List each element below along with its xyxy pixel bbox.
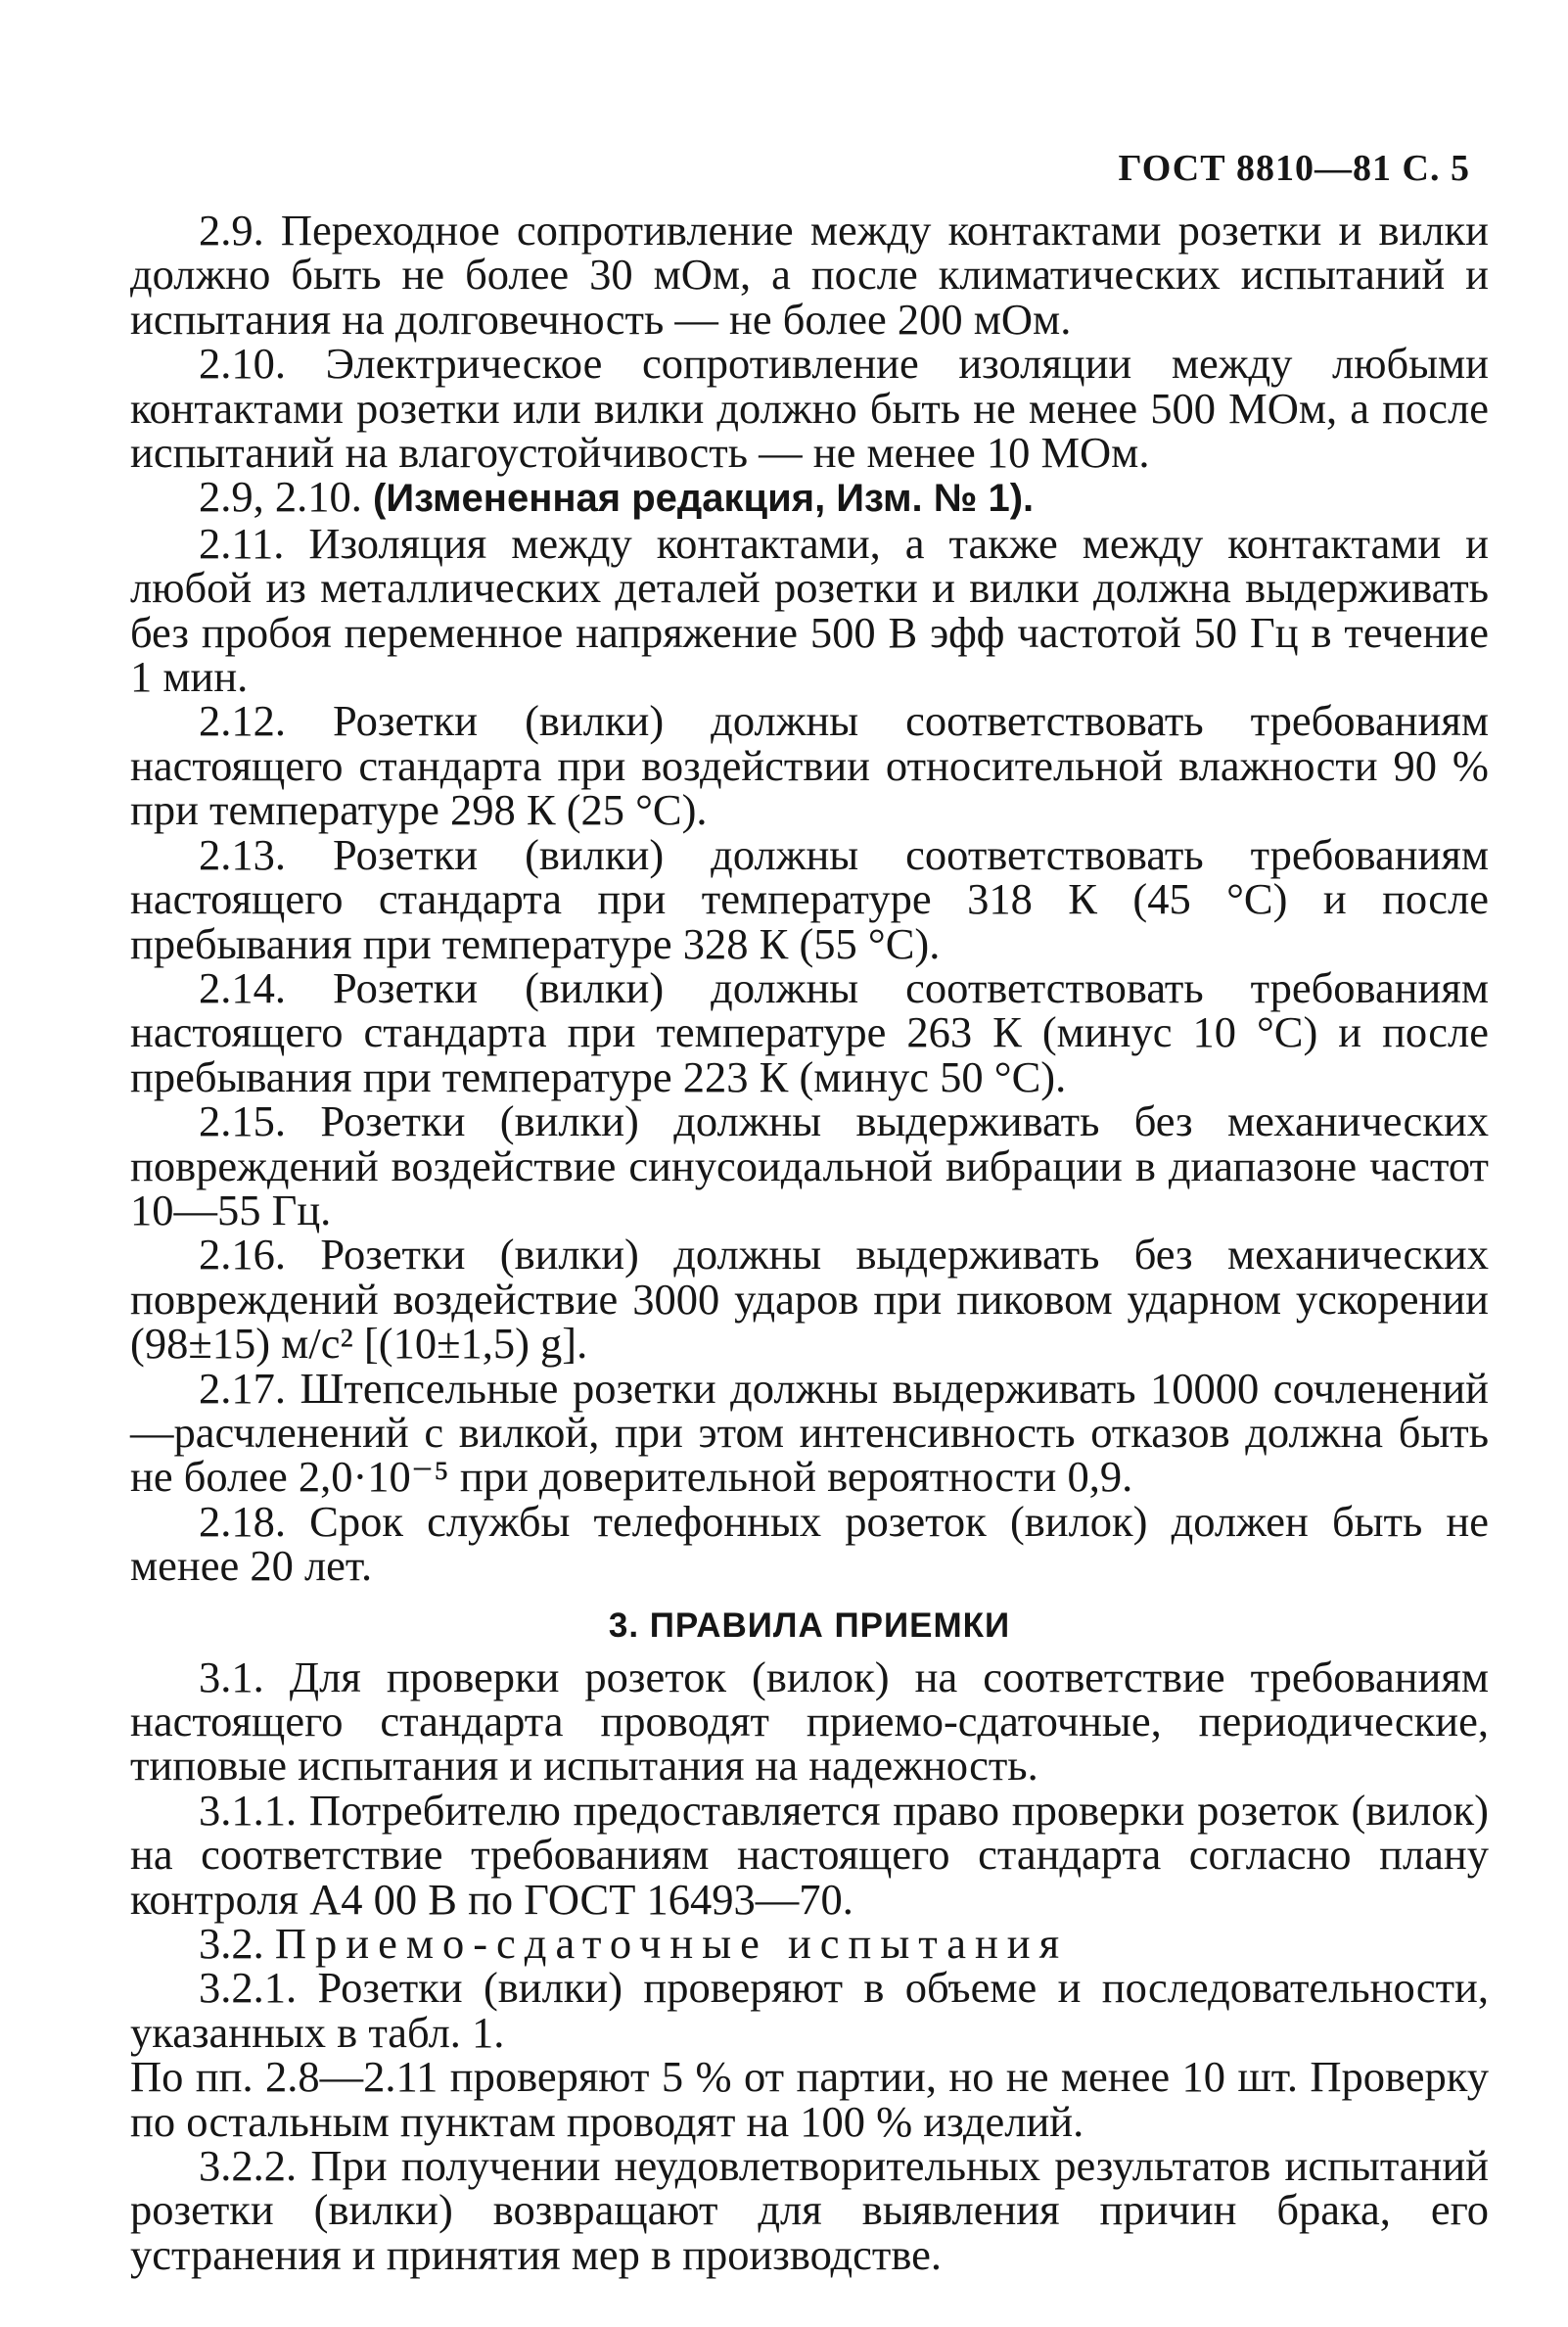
- clause-2-14: 2.14. Розетки (вилки) должны соответствовать требованиям настоящего стандарта при температуре 263 К (минус 10 °С) и после пребывания при температуре 223 К (минус 50 °С).: [130, 962, 1489, 1101]
- running-header: ГОСТ 8810—81 С. 5: [1118, 148, 1470, 189]
- clause-2-11: 2.11. Изоляция между контактами, а также между контактами и любой из металлических деталей розетки и вилки должна выдерживать без пробоя переменное напряжение 500 В эфф частотой 50 Гц в течение 1 мин.: [130, 518, 1489, 702]
- amendment-note-clauses: 2.9, 2.10.: [199, 472, 373, 522]
- clause-2-18: 2.18. Срок службы телефонных розеток (вилок) должен быть не менее 20 лет.: [130, 1496, 1489, 1591]
- clause-2-13: 2.13. Розетки (вилки) должны соответствовать требованиям настоящего стандарта при температуре 318 К (45 °С) и после пребывания при температуре 328 К (55 °С).: [130, 829, 1489, 968]
- page-body: [130, 206, 1489, 2279]
- clause-3-2-title: Приемо-сдаточные испытания: [274, 1919, 1069, 1969]
- clause-2-9: 2.9. Переходное сопротивление между контактами розетки и вилки должно быть не более 30 мОм, а после климатических испытаний и испытания на долговечность — не более 200 мОм.: [130, 206, 1489, 344]
- clause-2-12: 2.12. Розетки (вилки) должны соответствовать требованиям настоящего стандарта при воздействии относительной влажности 90 % при температуре 298 К (25 °С).: [130, 696, 1489, 835]
- clause-3-2-1: 3.2.1. Розетки (вилки) проверяют в объеме и последовательности, указанных в табл. 1.: [130, 1963, 1489, 2057]
- section-3-heading: 3. ПРАВИЛА ПРИЕМКИ: [608, 1606, 1011, 1645]
- sampling-paragraph: По пп. 2.8—2.11 проверяют 5 % от партии, но не менее 10 шт. Проверку по остальным пунктам проводят на 100 % изделий.: [130, 2052, 1489, 2146]
- clause-3-2-heading: [130, 1919, 1489, 1969]
- clause-2-16: 2.16. Розетки (вилки) должны выдерживать без механических повреждений воздействие 3000 ударов при пиковом ударном ускорении (98±15) м/с² [(10±1,5) g].: [130, 1230, 1489, 1369]
- clause-2-15: 2.15. Розетки (вилки) должны выдерживать без механических повреждений воздействие синусоидальной вибрации в диапазоне частот 10—55 Гц.: [130, 1096, 1489, 1234]
- clause-2-17: 2.17. Штепсельные розетки должны выдерживать 10000 сочленений—расчленений с вилкой, при этом интенсивность отказов должна быть не более 2,0·10⁻⁵ при доверительной вероятности 0,9.: [130, 1363, 1489, 1502]
- clause-3-1-1: 3.1.1. Потребителю предоставляется право проверки розеток (вилок) на соответствие требованиям настоящего стандарта согласно плану контроля А4 00 В по ГОСТ 16493—70.: [130, 1785, 1489, 1924]
- amendment-note: [130, 472, 1489, 522]
- clause-3-2-number: 3.2.: [199, 1919, 275, 1969]
- amendment-note-bold: (Измененная редакция, Изм. № 1).: [373, 477, 1035, 521]
- clause-3-2-2: 3.2.2. При получении неудовлетворительных результатов испытаний розетки (вилки) возвращают для выявления причин брака, его устранения и принятия мер в производстве.: [130, 2141, 1489, 2279]
- clause-2-10: 2.10. Электрическое сопротивление изоляции между любыми контактами розетки или вилки должно быть не менее 500 МОм, а после испытаний на влагоустойчивость — не менее 10 МОм.: [130, 339, 1489, 478]
- clause-3-1: 3.1. Для проверки розеток (вилок) на соответствие требованиям настоящего стандарта проводят приемо-сдаточные, периодические, типовые испытания и испытания на надежность.: [130, 1652, 1489, 1791]
